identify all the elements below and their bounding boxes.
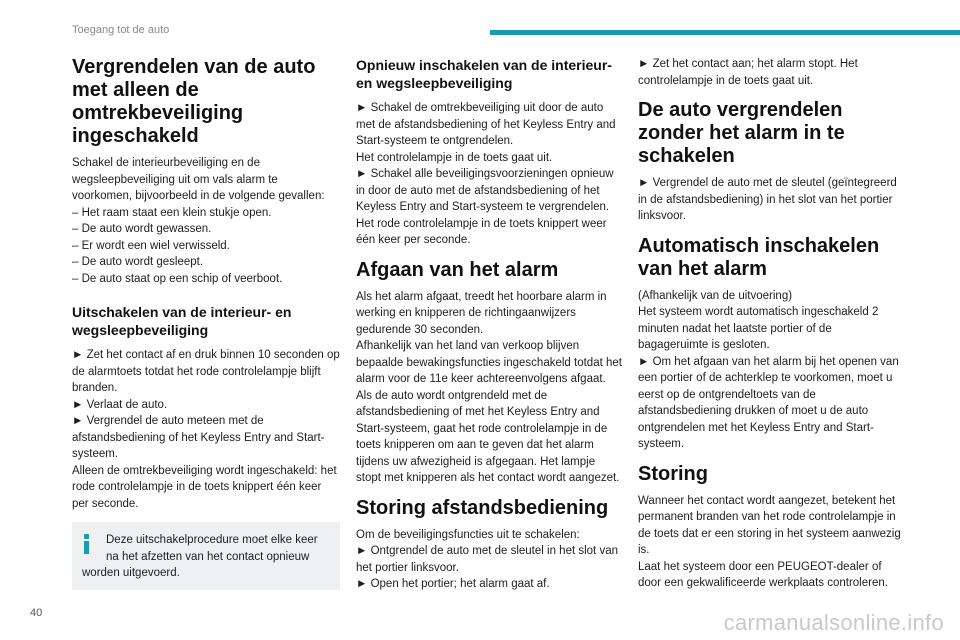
paragraph: Het rode controlelampje in de toets knippert weer één keer per seconde.: [356, 217, 607, 246]
paragraph: (Afhankelijk van de uitvoering): [638, 289, 793, 302]
list-item: – Het raam staat een klein stukje open.: [72, 206, 272, 219]
info-icon: [84, 534, 89, 554]
result-paragraph: Alleen de omtrekbeveiliging wordt ingeschakeld: het rode controlelampje in de toets knippert één keer per seconde.: [72, 464, 337, 510]
step-item: ► Vergrendel de auto met de sleutel (geïntegreerd in de afstandsbediening) in het slot van het portier linksvoor.: [638, 177, 897, 222]
note-line: na het afzetten van het contact opnieuw: [106, 550, 310, 563]
info-note-box: [72, 522, 340, 590]
step-item: ► Om het afgaan van het alarm bij het openen van een portier of de achterklep te voorkomen, moet u eerst op de ontgrendeltoets van de afstandsbediening drukken of moet u de auto ontgrendelen met het Keyless Entry and Start-systeem.: [638, 355, 899, 450]
step-item: ► Zet het contact aan; het alarm stopt. Het controlelampje in de toets gaat uit.: [638, 58, 858, 87]
paragraph: Laat het systeem door een PEUGEOT-dealer of door een gekwalificeerde werkplaats controleren.: [638, 560, 888, 589]
column-left: [72, 56, 340, 590]
subheading-opnieuw-inschakelen: Opnieuw inschakelen van de interieur- en wegsleepbeveiliging: [356, 57, 612, 91]
list-item: – De auto wordt gewassen.: [72, 223, 212, 235]
step-item: ► Schakel de omtrekbeveiliging uit door de auto met de afstandsbediening of het Keyless Entry and Start-systeem te ontgrendelen.: [356, 102, 616, 147]
list-item: – De auto wordt gesleept.: [72, 256, 204, 268]
intro-paragraph: Schakel de interieurbeveiliging en de wegsleepbeveiliging uit om vals alarm te voorkomen, bijvoorbeeld in de volgende gevallen:: [72, 157, 325, 202]
paragraph: Het systeem wordt automatisch ingeschakeld 2 minuten nadat het laatste portier of de bagageruimte is gesloten.: [638, 306, 879, 351]
page-number: 40: [30, 607, 43, 619]
running-header: Toegang tot de auto: [72, 24, 170, 36]
column-middle: [356, 56, 622, 593]
step-item: ► Open het portier; het alarm gaat af.: [356, 578, 550, 590]
header-accent-bar: [490, 30, 960, 35]
step-item: ► Zet het contact af en druk binnen 10 seconden op de alarmtoets totdat het rode controlelampje blijft branden.: [72, 349, 340, 394]
section-heading-omtrek: Vergrendelen van de auto met alleen de omtrekbeveiliging ingeschakeld: [72, 56, 316, 147]
section-heading-automatisch-inschakelen: Automatisch inschakelen van het alarm: [638, 234, 880, 280]
list-item: – Er wordt een wiel verwisseld.: [72, 239, 230, 252]
section-heading-afgaan-alarm: Afgaan van het alarm: [356, 258, 559, 281]
section-heading-vergrendelen-zonder-alarm: De auto vergrendelen zonder het alarm in te schakelen: [638, 99, 845, 167]
section-heading-storing: Storing: [638, 462, 708, 485]
step-item: ► Verlaat de auto.: [72, 398, 168, 411]
step-item: ► Vergrendel de auto meteen met de afstandsbediening of het Keyless Entry and Start-systeem.: [72, 415, 325, 460]
step-item: ► Ontgrendel de auto met de sleutel in het slot van het portier linksvoor.: [356, 545, 618, 574]
note-line: worden uitgevoerd.: [82, 567, 180, 579]
paragraph: Om de beveiligingsfuncties uit te schakelen:: [356, 528, 580, 541]
paragraph: Wanneer het contact wordt aangezet, betekent het permanent branden van het rode controlelampje in de toets dat er een storing in het systeem aanwezig is.: [638, 494, 901, 556]
paragraph: Als het alarm afgaat, treedt het hoorbare alarm in werking en knipperen de richtingaanwijzers gedurende 30 seconden.: [356, 290, 607, 336]
list-item: – De auto staat op een schip of veerboot.: [72, 272, 283, 285]
subheading-uitschakelen: Uitschakelen van de interieur- en wegsleepbeveiliging: [72, 304, 292, 338]
note-line: Deze uitschakelprocedure moet elke keer: [106, 534, 318, 546]
column-right: [638, 56, 904, 592]
paragraph: Afhankelijk van het land van verkoop blijven bepaalde bewakingsfuncties ingeschakeld totdat het alarm voor de 11e keer achtereenvolgens afgaat.: [356, 340, 622, 385]
section-heading-storing-afstandsbediening: Storing afstandsbediening: [356, 496, 609, 519]
step-item: ► Schakel alle beveiligingsvoorzieningen opnieuw in door de auto met de afstandsbediening of het Keyless Entry and Start-systeem te vergrendelen.: [356, 168, 614, 213]
watermark: carmanualsonline.info: [723, 610, 944, 635]
paragraph: Het controlelampje in de toets gaat uit.: [356, 151, 553, 164]
paragraph: Als de auto wordt ontgrendeld met de afstandsbediening of met het Keyless Entry and Start-systeem, gaat het rode controlelampje in de toets knipperen om aan te geven dat het alarm tijdens uw afwezigheid is afgegaan. Het lampje stopt met knipperen als het contact wordt aangezet.: [356, 389, 620, 484]
